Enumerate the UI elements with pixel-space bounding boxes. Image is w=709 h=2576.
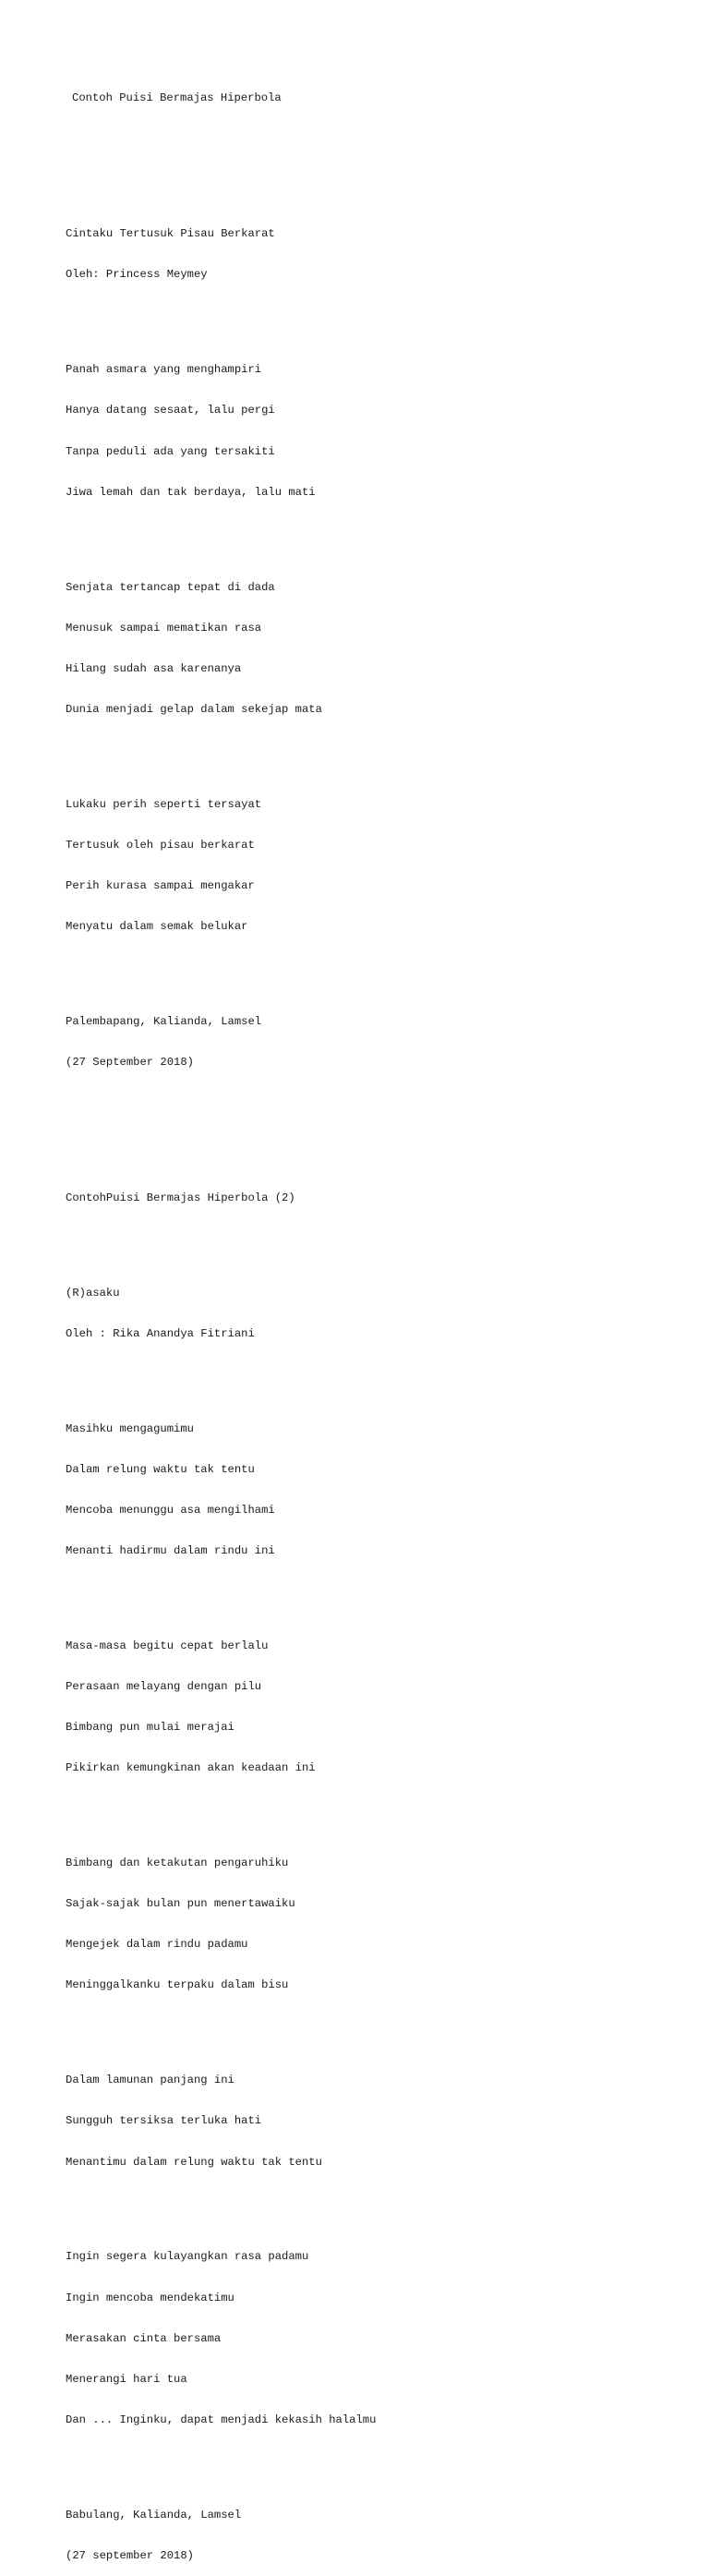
poem-1-date: (27 September 2018) — [66, 1055, 194, 1069]
poem-2-line: Dan ... Inginku, dapat menjadi kekasih halalmu — [66, 2413, 377, 2426]
poem-1-title: Cintaku Tertusuk Pisau Berkarat — [66, 227, 275, 241]
poem-1-line: Tertusuk oleh pisau berkarat — [66, 838, 255, 852]
poem-2-line: Ingin segera kulayangkan rasa padamu — [66, 2250, 309, 2264]
poem-1-line: Panah asmara yang menghampiri — [66, 363, 262, 377]
poem-2-line: Menantimu dalam relung waktu tak tentu — [66, 2155, 322, 2169]
blank-line — [66, 1096, 693, 1110]
blank-line — [66, 1585, 693, 1599]
blank-line — [66, 1802, 693, 1816]
poem-2-line: Menanti hadirmu dalam rindu ini — [66, 1544, 275, 1558]
poem-2-line: Menerangi hari tua — [66, 2372, 187, 2386]
heading-2: ContohPuisi Bermajas Hiperbola (2) — [66, 1191, 295, 1204]
poem-2-line: Meninggalkanku terpaku dalam bisu — [66, 1978, 289, 1992]
poem-1-line: Senjata tertancap tepat di dada — [66, 580, 275, 594]
poem-1-line: Hanya datang sesaat, lalu pergi — [66, 404, 275, 417]
poem-2-line: Sungguh tersiksa terluka hati — [66, 2114, 262, 2128]
poem-2-line: Masihku mengagumimu — [66, 1421, 194, 1435]
poem-2-title: (R)asaku — [66, 1286, 120, 1300]
poem-2-line: Bimbang dan ketakutan pengaruhiku — [66, 1856, 289, 1870]
poem-1-line: Hilang sudah asa karenanya — [66, 661, 242, 675]
blank-line — [66, 2454, 693, 2468]
blank-line — [66, 526, 693, 540]
poem-1-line: Menyatu dalam semak belukar — [66, 920, 248, 933]
poem-2-line: Perasaan melayang dengan pilu — [66, 1680, 262, 1694]
poem-1-line: Lukaku perih seperti tersayat — [66, 797, 262, 811]
poem-2-line: Mencoba menunggu asa mengilhami — [66, 1504, 275, 1518]
blank-line — [66, 1232, 693, 1246]
blank-line — [66, 961, 693, 974]
poem-1-author: Oleh: Princess Meymey — [66, 268, 208, 282]
blank-line — [66, 174, 693, 187]
poem-2-line: Dalam relung waktu tak tentu — [66, 1462, 255, 1476]
poem-2-line: Merasakan cinta bersama — [66, 2331, 222, 2345]
poem-2-line: Dalam lamunan panjang ini — [66, 2074, 234, 2087]
poem-1-line: Jiwa lemah dan tak berdaya, lalu mati — [66, 485, 316, 499]
poem-2-line: Mengejek dalam rindu padamu — [66, 1938, 248, 1952]
poem-1-line: Perih kurasa sampai mengakar — [66, 878, 255, 892]
poem-2-author: Oleh : Rika Anandya Fitriani — [66, 1326, 255, 1340]
poem-1-line: Dunia menjadi gelap dalam sekejap mata — [66, 702, 322, 716]
heading-1: Contoh Puisi Bermajas Hiperbola — [72, 91, 282, 105]
poem-2-line: Sajak-sajak bulan pun menertawaiku — [66, 1897, 295, 1911]
blank-line — [66, 133, 693, 147]
poem-1-line: Menusuk sampai mematikan rasa — [66, 621, 262, 635]
poem-2-date: (27 september 2018) — [66, 2548, 194, 2562]
poem-1-place: Palembapang, Kalianda, Lamsel — [66, 1014, 262, 1028]
poem-2-line: Ingin mencoba mendekatimu — [66, 2291, 234, 2304]
blank-line — [66, 2196, 693, 2210]
poem-2-line: Masa-masa begitu cepat berlalu — [66, 1639, 269, 1653]
blank-line — [66, 1368, 693, 1382]
poem-2-line: Bimbang pun mulai merajai — [66, 1721, 234, 1735]
poem-2-place: Babulang, Kalianda, Lamsel — [66, 2508, 242, 2522]
blank-line — [66, 309, 693, 323]
blank-line — [66, 1137, 693, 1151]
document-page — [66, 65, 693, 2576]
poem-1-line: Tanpa peduli ada yang tersakiti — [66, 444, 275, 458]
blank-line — [66, 2020, 693, 2034]
poem-2-line: Pikirkan kemungkinan akan keadaan ini — [66, 1761, 316, 1775]
blank-line — [66, 744, 693, 757]
